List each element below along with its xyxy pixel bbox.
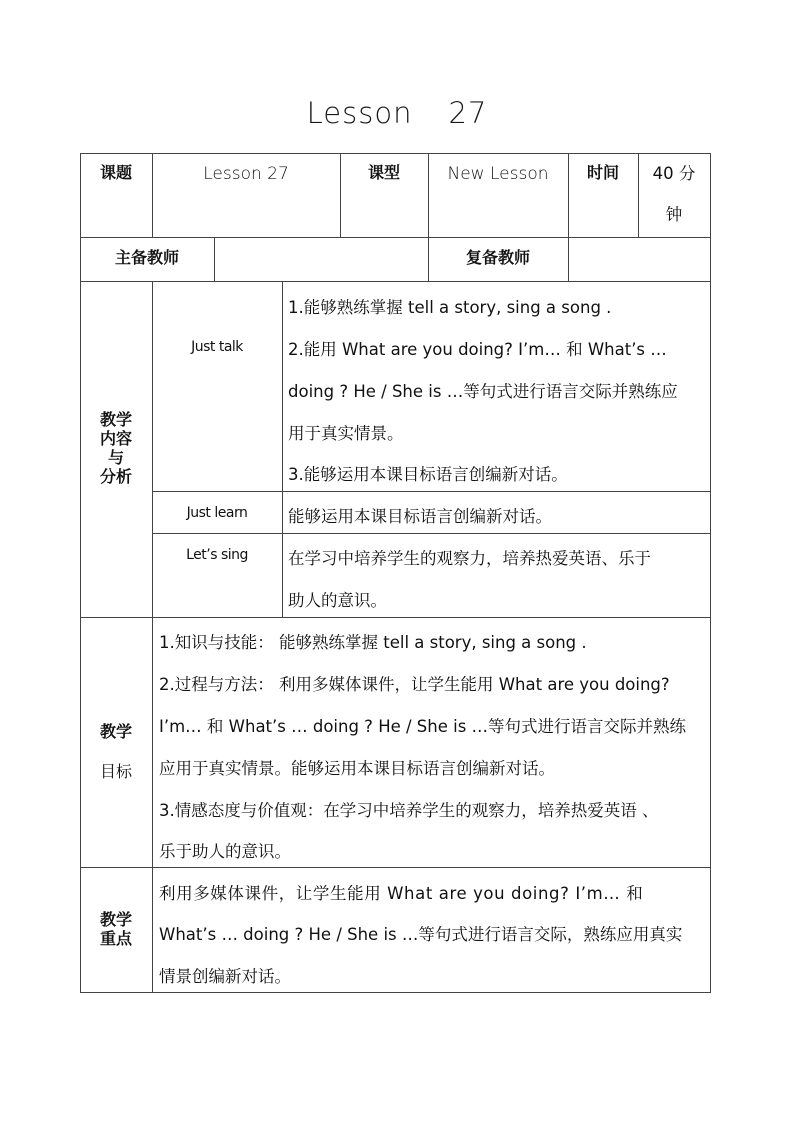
content-analysis-label-line: 与 xyxy=(107,448,124,467)
text-line: What’s … doing ? He / She is …等句式进行语言交际，熟练应用真实 xyxy=(159,925,683,944)
text-line: 2.能用 What are you doing? I’m… 和 What’s … xyxy=(288,340,667,359)
time-value xyxy=(638,164,710,225)
topic-value: Lesson 27 xyxy=(203,164,289,184)
content-analysis-label xyxy=(80,410,152,486)
just-talk-label: Just talk xyxy=(191,339,243,355)
review-teacher-label: 复备教师 xyxy=(465,248,530,267)
main-teacher-label: 主备教师 xyxy=(114,248,179,267)
text-line: 乐于助人的意识。 xyxy=(159,842,291,861)
objectives-label xyxy=(80,712,152,792)
text-line: 应用于真实情景。能够运用本课目标语言创编新对话。 xyxy=(159,759,555,778)
objectives-label-line: 目标 xyxy=(99,762,132,781)
text-line: 2.过程与方法： 利用多媒体课件，让学生能用 What are you doing? xyxy=(159,675,670,694)
title-lesson-word: Lesson xyxy=(306,96,413,130)
time-value-line-1: 40 分 xyxy=(652,164,696,183)
text-line: 3.情感态度与价值观：在学习中培养学生的观察力，培养热爱英语 、 xyxy=(159,801,659,820)
just-learn-label: Just learn xyxy=(186,505,248,521)
just-learn-content: 能够运用本课目标语言创编新对话。 xyxy=(288,507,552,526)
type-value: New Lesson xyxy=(447,164,549,184)
text-line: 助人的意识。 xyxy=(288,591,387,610)
text-line: doing ? He / She is …等句式进行语言交际并熟练应 xyxy=(288,382,678,401)
key-points-label xyxy=(80,910,152,948)
text-line: 利用多媒体课件，让学生能用 What are you doing? I’m… 和 xyxy=(159,884,644,903)
time-label: 时间 xyxy=(586,163,619,182)
text-line: 在学习中培养学生的观察力，培养热爱英语、乐于 xyxy=(288,549,651,568)
time-value-line-2: 钟 xyxy=(665,205,683,224)
objectives-label-line: 教学 xyxy=(99,722,132,741)
key-points-label-line: 重点 xyxy=(99,929,132,948)
page-title xyxy=(0,96,794,130)
type-label: 课型 xyxy=(367,163,400,182)
content-analysis-label-line: 分析 xyxy=(99,467,132,486)
text-line: 1.能够熟练掌握 tell a story, sing a song . xyxy=(288,298,612,317)
text-line: 用于真实情景。 xyxy=(288,424,404,443)
text-line: 1.知识与技能： 能够熟练掌握 tell a story, sing a song . xyxy=(159,633,587,652)
title-lesson-number: 27 xyxy=(448,96,488,130)
text-line: 3.能够运用本课目标语言创编新对话。 xyxy=(288,465,568,484)
text-line: 情景创编新对话。 xyxy=(159,967,291,986)
lets-sing-label: Let’s sing xyxy=(186,547,248,563)
content-analysis-label-line: 教学 xyxy=(99,410,132,429)
key-points-label-line: 教学 xyxy=(99,910,132,929)
text-line: I’m… 和 What’s … doing ? He / She is …等句式进行语言交际并熟练 xyxy=(159,717,687,736)
topic-label: 课题 xyxy=(99,163,132,182)
content-analysis-label-line: 内容 xyxy=(99,429,132,448)
